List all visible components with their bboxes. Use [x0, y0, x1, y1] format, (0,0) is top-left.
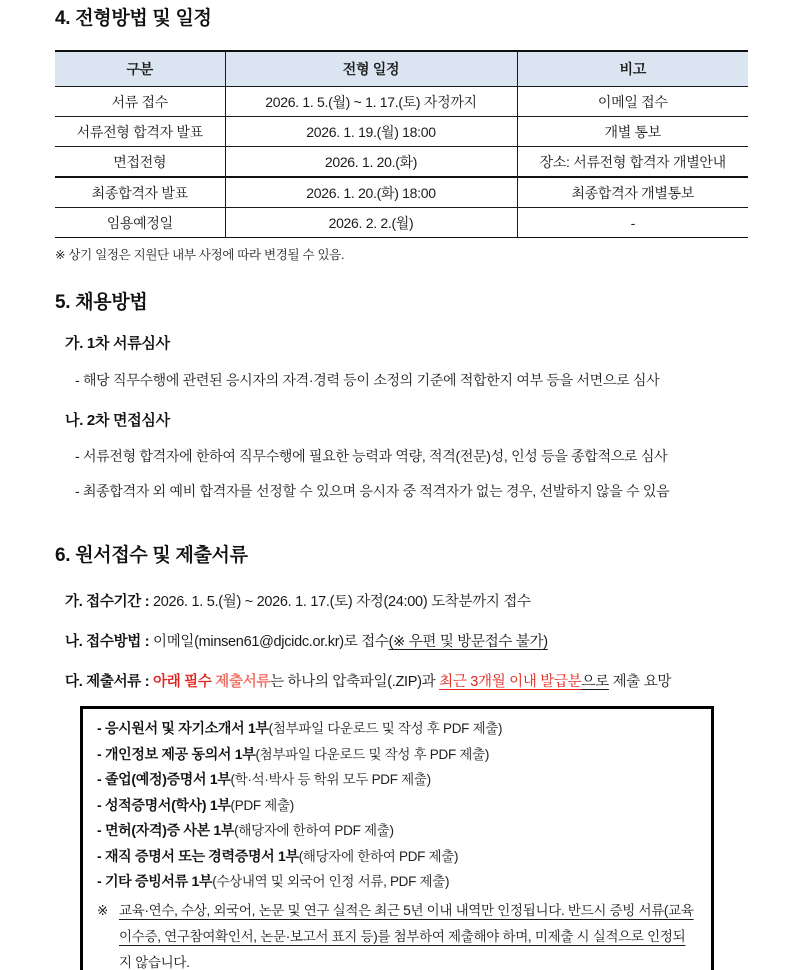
- evidence-validity-note-text: 교육·연수, 수상, 외국어, 논문 및 연구 실적은 최근 5년 이내 내역만 인정됩니다. 반드시 증빙 서류(교육이수증, 연구참여확인서, 논문·보고서 표지 등)를 첨부하여 제출해야 하며, 미제출 시 실적으로 인정되지 않습니다.: [119, 902, 694, 970]
- col-header-schedule: 전형 일정: [225, 51, 517, 87]
- application-period-label: 가. 접수기간 :: [65, 594, 153, 610]
- document-screening-detail: - 해당 직무수행에 관련된 응시자의 자격·경력 등이 소정의 기준에 적합한지 여부 등을 서면으로 심사: [75, 372, 660, 388]
- table-cell: 2026. 2. 2.(월): [225, 208, 517, 238]
- table-cell: 임용예정일: [55, 208, 225, 238]
- reference-mark: ※: [97, 902, 109, 918]
- interview-screening-detail-2: - 최종합격자 외 예비 합격자를 선정할 수 있으며 응시자 중 적격자가 없는 경우, 선발하지 않을 수 있음: [75, 483, 670, 499]
- table-row-appointment-date: [55, 208, 748, 238]
- application-period-value: 2026. 1. 5.(월) ~ 2026. 1. 17.(토) 자정(24:00) 도착분까지 접수: [152, 594, 531, 610]
- application-period-line: [65, 593, 749, 612]
- interview-screening-detail-1: - 서류전형 합격자에 한하여 직무수행에 필요한 능력과 역량, 적격(전문)성, 인성 등을 종합적으로 심사: [75, 448, 668, 464]
- section5-title: 5. 채용방법: [55, 292, 148, 313]
- no-postal-visit-note: (※ 우편 및 방문접수 불가): [388, 634, 548, 650]
- list-item-license-copy: - 면허(자격)증 사본 1부(해당자에 한하여 PDF 제출): [97, 822, 394, 838]
- list-item-transcript: - 성적증명서(학사) 1부(PDF 제출): [97, 796, 294, 813]
- section6-title: 6. 원서접수 및 제출서류: [55, 545, 248, 566]
- schedule-table-header-row: [55, 51, 748, 87]
- submission-request-tail: 제출 요망: [608, 674, 672, 690]
- particle-underlined: 으로: [581, 674, 609, 690]
- schedule-change-note: ※ 상기 일정은 지원단 내부 사정에 따라 변경될 수 있음.: [55, 248, 345, 262]
- table-cell: 서류 접수: [55, 87, 225, 117]
- table-cell: 장소: 서류전형 합격자 개별안내: [517, 147, 748, 178]
- sub-title-second-interview-screening: 나. 2차 면접심사: [65, 412, 170, 429]
- col-header-remarks: 비고: [517, 51, 748, 87]
- table-cell: 서류전형 합격자 발표: [55, 117, 225, 147]
- table-cell: 2026. 1. 19.(월) 18:00: [225, 117, 517, 147]
- recent-3months-emphasis: 최근 3개월 이내 발급분: [439, 674, 582, 690]
- application-method-line: [65, 633, 749, 652]
- table-cell: 최종합격자 발표: [55, 177, 225, 208]
- required-emphasis-red: 아래 필수: [152, 674, 216, 690]
- documents-emphasis-red: 제출서류: [215, 674, 271, 690]
- list-item-application-form: - 응시원서 및 자기소개서 1부(첨부파일 다운로드 및 작성 후 PDF 제출): [97, 720, 503, 736]
- submission-documents-line: [65, 673, 749, 692]
- table-row-document-receipt: [55, 87, 748, 117]
- list-item-graduation-certificate: - 졸업(예정)증명서 1부(학·석·박사 등 학위 모두 PDF 제출): [97, 771, 431, 787]
- table-cell: 최종합격자 개별통보: [517, 177, 748, 208]
- schedule-table: [55, 50, 748, 238]
- application-method-email: 이메일(minsen61@djcidc.or.kr)로 접수: [152, 634, 389, 650]
- table-cell: -: [517, 208, 748, 238]
- list-item-other-evidence: - 기타 증빙서류 1부(수상내역 및 외국어 인정 서류, PDF 제출): [97, 873, 450, 889]
- application-method-label: 나. 접수방법 :: [65, 634, 153, 650]
- list-item-privacy-consent: - 개인정보 제공 동의서 1부(첨부파일 다운로드 및 작성 후 PDF 제출): [97, 745, 490, 762]
- col-header-category: 구분: [55, 51, 225, 87]
- table-cell: 2026. 1. 5.(월) ~ 1. 17.(토) 자정까지: [225, 87, 517, 117]
- submission-documents-label: 다. 제출서류 :: [65, 674, 153, 690]
- table-cell: 개별 통보: [517, 117, 748, 147]
- table-cell: 이메일 접수: [517, 87, 748, 117]
- table-row-final-pass-announcement: [55, 177, 748, 208]
- table-row-document-pass-announcement: [55, 117, 748, 147]
- section4-title: 4. 전형방법 및 일정: [55, 8, 212, 29]
- evidence-validity-note: [97, 898, 697, 970]
- required-documents-box: [80, 706, 714, 970]
- list-item-employment-certificate: - 재직 증명서 또는 경력증명서 1부(해당자에 한하여 PDF 제출): [97, 847, 459, 864]
- zip-file-text: 는 하나의 압축파일(.ZIP)과: [270, 674, 440, 690]
- sub-title-first-document-screening: 가. 1차 서류심사: [65, 335, 170, 352]
- table-cell: 2026. 1. 20.(화): [225, 147, 517, 178]
- table-cell: 면접전형: [55, 147, 225, 178]
- table-cell: 2026. 1. 20.(화) 18:00: [225, 177, 517, 208]
- table-row-interview: [55, 147, 748, 178]
